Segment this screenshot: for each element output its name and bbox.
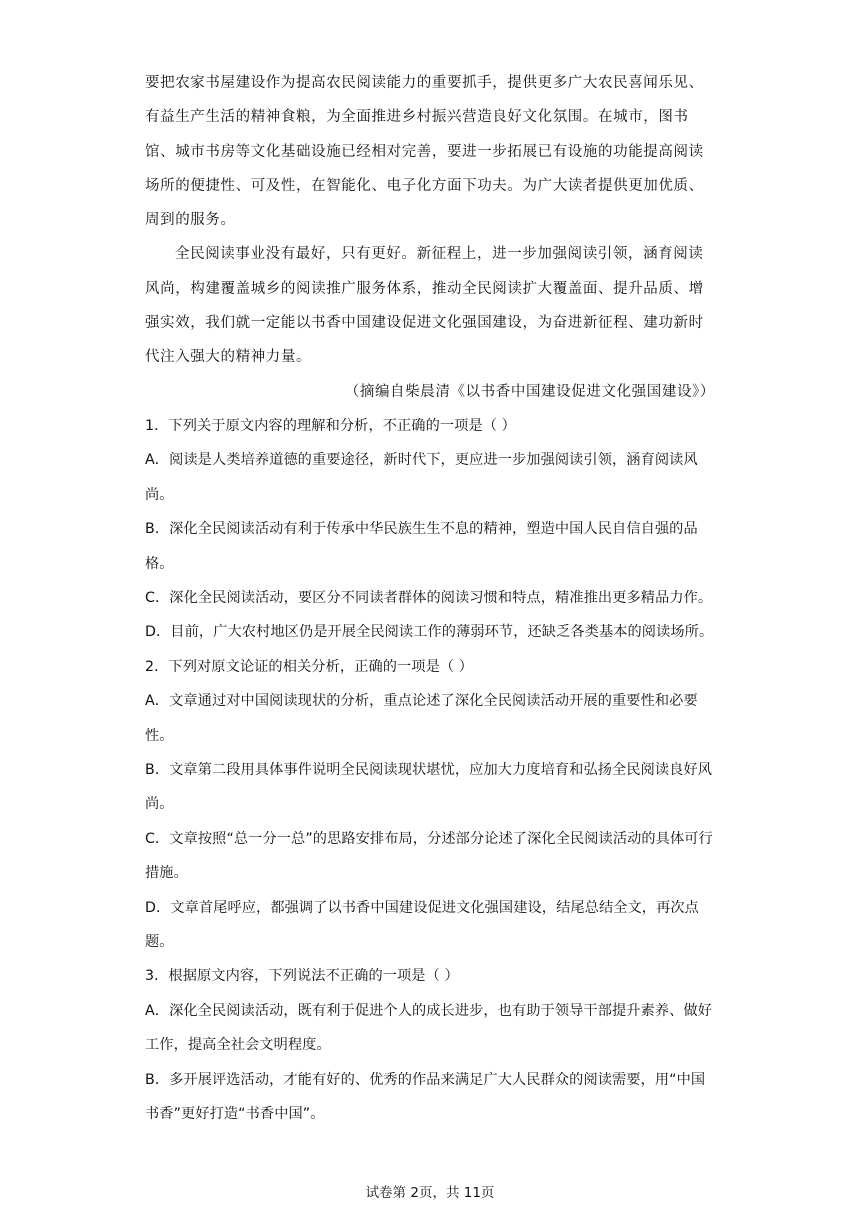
question-3 <box>145 959 715 1131</box>
question-1 <box>145 409 715 650</box>
question-2 <box>145 650 715 960</box>
page-footer: 试卷第 2页，共 11页 <box>365 1185 495 1201</box>
reading-passage <box>145 66 715 409</box>
option-b: B．文章第二段用具体事件说明全民阅读现状堪忧，应加大力度培育和弘扬全民阅读良好风尚。 <box>145 762 713 813</box>
page-content <box>145 66 715 1132</box>
question-stem: 3．根据原文内容，下列说法不正确的一项是（ ） <box>145 968 459 985</box>
passage-source: （摘编自柴晨清《以书香中国建设促进文化强国建设》） <box>344 383 715 400</box>
question-stem: 1．下列关于原文内容的理解和分析，不正确的一项是（ ） <box>145 417 516 434</box>
option-b: B．深化全民阅读活动有利于传承中华民族生生不息的精神，塑造中国人民自信自强的品格。 <box>145 521 698 572</box>
option-a: A．阅读是人类培养道德的重要途径，新时代下，更应进一步加强阅读引领，涵育阅读风尚。 <box>145 452 698 503</box>
option-b: B．多开展评选活动，才能有好的、优秀的作品来满足广大人民群众的阅读需要，用“中国书香”更好打造“书香中国”。 <box>145 1071 706 1123</box>
question-list <box>145 409 715 1132</box>
passage-paragraph-1: 要把农家书屋建设作为提高农民阅读能力的重要抓手，提供更多广大农民喜闻乐见、有益生产生活的精神食粮，为全面推进乡村振兴营造良好文化氛围。在城市，图书馆、城市书房等文化基础设施已经相对完善，要进一步拓展已有设施的功能提高阅读场所的便捷性、可及性，在智能化、电子化方面下功夫。为广大读者提供更加优质、周到的服务。 <box>145 75 704 229</box>
option-a: A．文章通过对中国阅读现状的分析，重点论述了深化全民阅读活动开展的重要性和必要性。 <box>145 693 698 744</box>
option-a: A．深化全民阅读活动，既有利于促进个人的成长进步，也有助于领导干部提升素养、做好工作，提高全社会文明程度。 <box>145 1002 713 1054</box>
option-c: C．文章按照“总一分一总”的思路安排布局，分述部分论述了深化全民阅读活动的具体可行措施。 <box>145 830 713 882</box>
passage-paragraph-2: 全民阅读事业没有最好，只有更好。新征程上，进一步加强阅读引领，涵育阅读风尚，构建覆盖城乡的阅读推广服务体系，推动全民阅读扩大覆盖面、提升品质、增强实效，我们就一定能以书香中国建设促进文化强国建设，为奋进新征程、建功新时代注入强大的精神力量。 <box>145 246 704 366</box>
option-d: D．目前，广大农村地区仍是开展全民阅读工作的薄弱环节，还缺乏各类基本的阅读场所。 <box>145 624 714 641</box>
option-c: C．深化全民阅读活动，要区分不同读者群体的阅读习惯和特点，精准推出更多精品力作。 <box>145 590 713 606</box>
question-stem: 2．下列对原文论证的相关分析，正确的一项是（ ） <box>145 658 474 675</box>
option-d: D．文章首尾呼应，都强调了以书香中国建设促进文化强国建设，结尾总结全文，再次点题。 <box>145 899 699 951</box>
